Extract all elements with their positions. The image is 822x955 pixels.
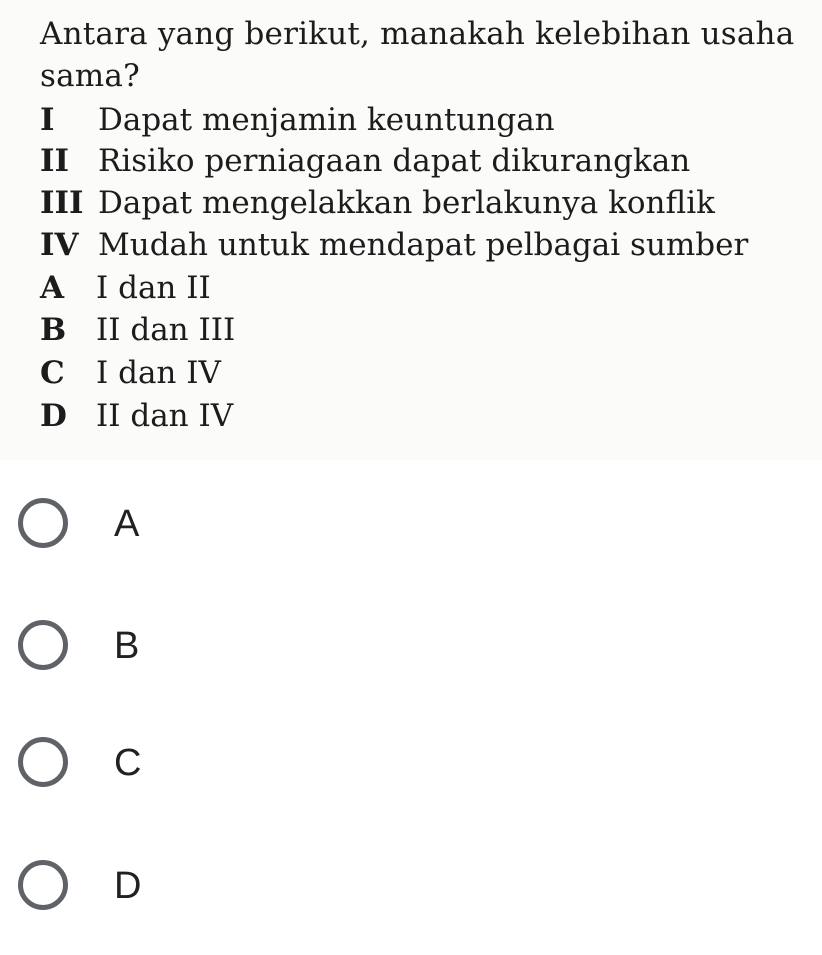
answer-choice-c (40, 353, 221, 393)
choice-text: II dan IV (96, 398, 234, 434)
answer-choice-b (40, 310, 235, 350)
statement-text: Dapat menjamin keuntungan (98, 102, 555, 138)
choice-letter: A (40, 270, 65, 306)
option-label[interactable]: C (114, 742, 142, 784)
answer-choice-d (40, 396, 233, 436)
choice-letter: B (40, 312, 67, 348)
choice-letter: D (40, 398, 67, 434)
statement-numeral: IV (40, 227, 79, 263)
radio-unchecked-icon[interactable] (18, 498, 68, 548)
statement-text: Mudah untuk mendapat pelbagai sumber (98, 227, 749, 263)
option-label[interactable]: B (114, 625, 140, 667)
choice-letter: C (40, 355, 65, 391)
radio-option-a[interactable] (18, 490, 798, 562)
choice-text: I dan II (96, 270, 211, 306)
radio-unchecked-icon[interactable] (18, 620, 68, 670)
question-stem-line-2: sama? (40, 58, 140, 94)
option-label[interactable]: A (114, 503, 140, 545)
radio-option-c[interactable] (18, 729, 798, 801)
answer-choice-a (40, 268, 211, 308)
question-image (0, 0, 822, 460)
radio-option-b[interactable] (18, 612, 798, 684)
statement-text: Risiko perniagaan dapat dikurangkan (98, 143, 691, 179)
statement-numeral: I (40, 102, 55, 138)
statement-numeral: II (40, 143, 70, 179)
radio-unchecked-icon[interactable] (18, 737, 68, 787)
statement-iii (40, 183, 715, 223)
statement-ii (40, 141, 690, 181)
statement-iv (40, 225, 748, 265)
statement-text: Dapat mengelakkan berlakunya konflik (98, 185, 715, 221)
statement-i (40, 100, 555, 140)
question-stem-line-1: Antara yang berikut, manakah kelebihan usaha (40, 16, 795, 52)
choice-text: II dan III (96, 312, 236, 348)
option-label[interactable]: D (114, 865, 142, 907)
choice-text: I dan IV (96, 355, 221, 391)
statement-numeral: III (40, 185, 84, 221)
radio-option-d[interactable] (18, 852, 798, 924)
radio-unchecked-icon[interactable] (18, 860, 68, 910)
